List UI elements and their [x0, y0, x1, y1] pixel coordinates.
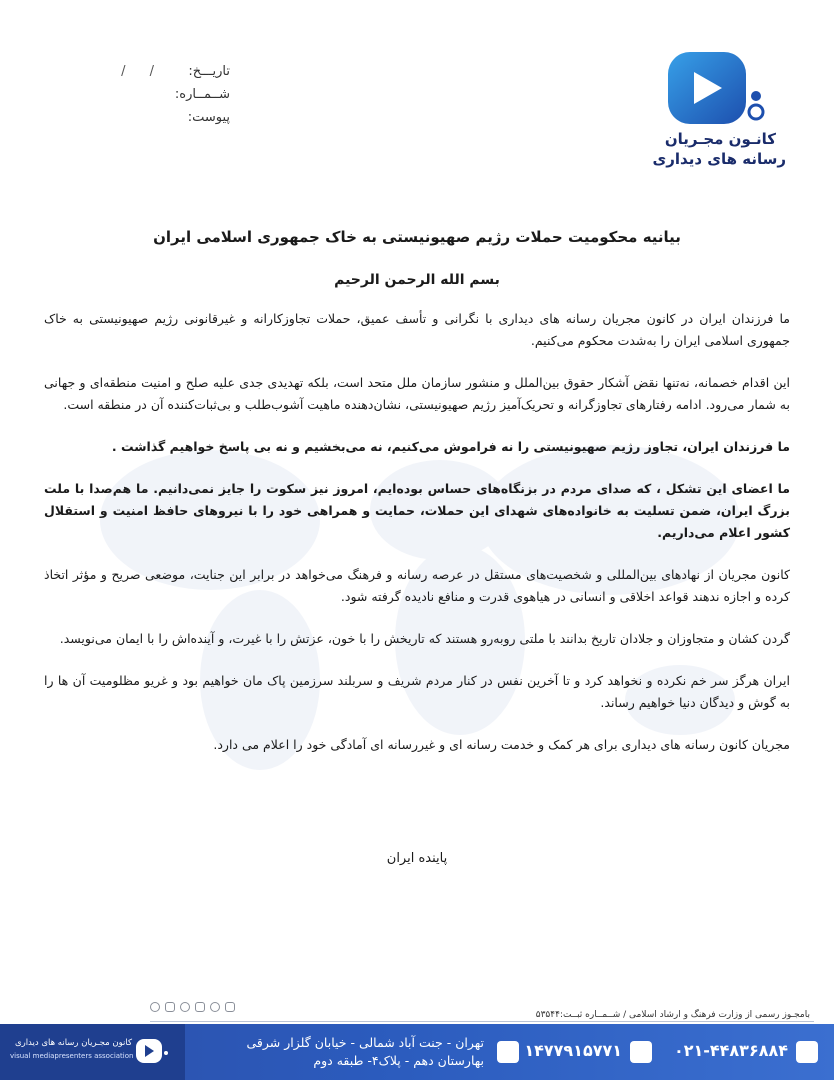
paragraph-8: مجریان کانون رسانه های دیداری برای هر کمک و خدمت رسانه ای و غیررسانه ای آمادگی خود را اعلام می دارد.: [213, 737, 790, 752]
license-text: بامجـوز رسمی از وزارت فرهنگ و ارشاد اسلامی / شــمــاره ثبــت:۵۳۵۴۴: [535, 1010, 810, 1020]
paragraph-5: کانون مجریان از نهادهای بین‌المللی و شخصیت‌های مستقل در عرصه رسانه و فرهنگ می‌خواهد در برابر این جنایت، موضعی صریح و مؤثر اتخاذ کرده و اجازه ندهند قواعد اخلاقی و انسانی در هیاهوی قدرت و منافع نادیده گرفته شود.: [44, 567, 790, 604]
statement-title: بیانیه محکومیت حملات رژیم صهیونیستی به خاک جمهوری اسلامی ایران: [153, 228, 681, 246]
instagram-icon[interactable]: [225, 1002, 235, 1012]
phone-number[interactable]: ۰۲۱-۴۴۸۳۶۸۸۴: [673, 1041, 788, 1060]
letter-meta: [110, 64, 230, 133]
paragraph-4: ما اعضای این تشکل ، که صدای مردم در بزنگاه‌های حساس بوده‌ایم، امروز نیز سکوت را جایز نمی‌دانیم. ما هم‌صدا با ملت بزرگ ایران، ضمن تسلیت به خانواده‌های شهدای این حملات، حمایت و همراهی خود را با نیروهای حافظ امنیت و استقلال کشور اعلام می‌داریم.: [44, 481, 790, 540]
closing-line: پاینده ایران: [386, 851, 448, 866]
social-icons: [150, 1002, 235, 1012]
play-monitor-icon: [664, 50, 768, 130]
number-label: شــمــاره:: [174, 87, 230, 102]
logo-subtitle: رسانه های دیداری: [652, 150, 786, 168]
attachment-label: پیوست:: [187, 110, 230, 125]
phone-icon: [796, 1041, 818, 1063]
app-icon[interactable]: [165, 1002, 175, 1012]
address-line-1: تهران - جنت آباد شمالی - خیابان گلزار شرقی: [246, 1035, 484, 1050]
paragraph-6: گردن کشان و متجاوزان و جلادان تاریخ بدانند با ملتی روبه‌رو هستند که تاریخش را با خون، عزتش را با غیرت، و آینده‌اش را با ایمان می‌نویسد.: [59, 631, 790, 646]
basmala: بسم الله الرحمن الرحیم: [334, 272, 500, 288]
telegram-icon[interactable]: [210, 1002, 220, 1012]
check-icon[interactable]: [150, 1002, 160, 1012]
date-row: [110, 64, 230, 87]
location-pin-icon: [497, 1041, 519, 1063]
paragraph-2: این اقدام خصمانه، نه‌تنها نقض آشکار حقوق بین‌الملل و منشور سازمان ملل متحد است، بلکه تهدیدی جدی علیه صلح و امنیت منطقه‌ای و جهانی به شمار می‌رود. ادامه رفتارهای تجاوزگرانه و تحریک‌آمیز رژیم صهیونیستی، نشان‌دهنده ماهیت آشوب‌طلب و بی‌ثبات‌کننده آن در منطقه است.: [44, 375, 790, 412]
number-row: [110, 87, 230, 110]
paragraph-7: ایران هرگز سر خم نکرده و نخواهد کرد و تا آخرین نفس در کنار مردم شریف و سربلند سرزمین پاک مان خواهیم بود و غریو مظلومیت آن ها را به گوش و دیدگان دنیا خواهیم رساند.: [44, 673, 790, 710]
statement-body: [44, 308, 790, 776]
date-value: / /: [121, 64, 164, 79]
paragraph-3: ما فرزندان ایران، تجاوز رژیم صهیونیستی را نه فراموش می‌کنیم، نه می‌بخشیم و نه بی پاسخ خواهیم گذاشت .: [111, 439, 790, 454]
address: [194, 1034, 484, 1070]
mobile-number[interactable]: ۱۴۷۷۹۱۵۷۷۱: [524, 1041, 622, 1060]
messenger-icon: [630, 1041, 652, 1063]
footer-brand-fa: کانون مجـریان رسانه های دیداری: [14, 1038, 132, 1048]
footer-brand-en: visual mediapresenters association: [10, 1052, 134, 1060]
circle-icon[interactable]: [180, 1002, 190, 1012]
address-line-2: بهارستان دهم - پلاک۴- طبقه دوم: [313, 1053, 484, 1068]
logo-title: کانـون مجـریان: [664, 130, 776, 148]
attachment-row: [110, 110, 230, 133]
footer-divider: [150, 1021, 814, 1022]
date-label: تاریـــخ:: [188, 64, 230, 79]
paragraph-1: ما فرزندان ایران در کانون مجریان رسانه های دیداری با نگرانی و تأسف عمیق، حملات تجاوزکارانه و غیرقانونی رژیم صهیونیستی به خاک جمهوری اسلامی ایران را به‌شدت محکوم می‌کنیم.: [44, 311, 790, 348]
x-icon[interactable]: [195, 1002, 205, 1012]
footer-logo-icon: [135, 1038, 169, 1064]
